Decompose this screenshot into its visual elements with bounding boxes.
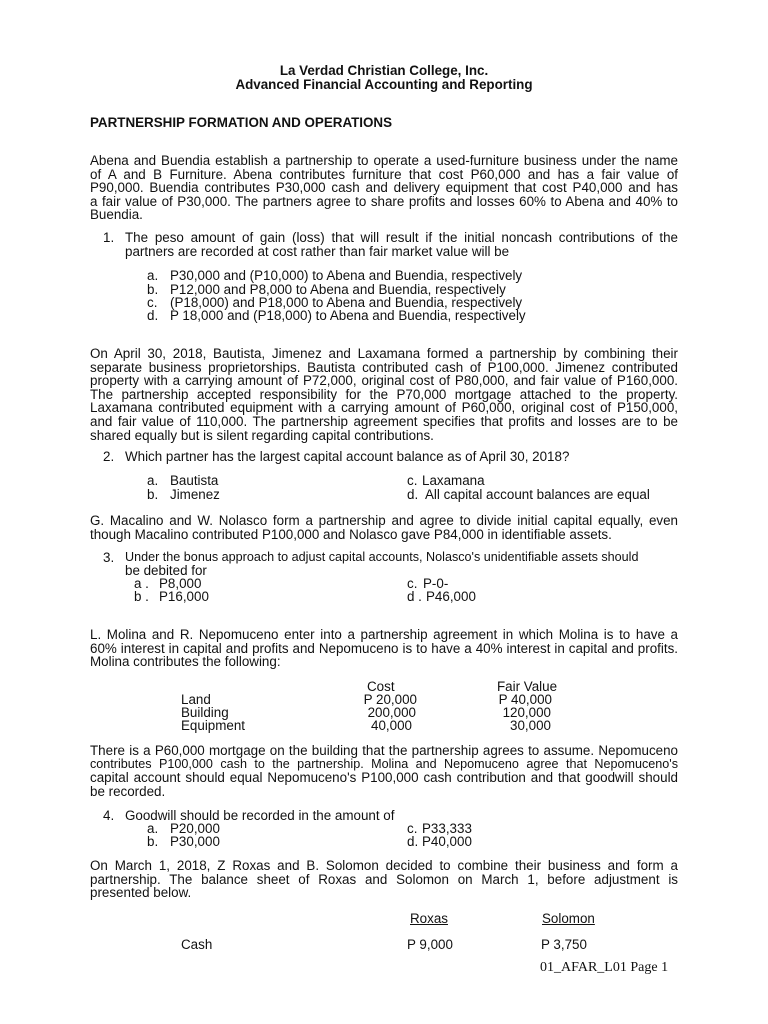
option-text: P8,000 — [159, 576, 202, 591]
option-text: P40,000 — [422, 834, 472, 849]
text-line: G. Macalino and W. Nolasco form a partnership and agree to divide initial capital equally, even — [90, 513, 678, 528]
paragraph-molina-nepomuceno — [90, 628, 678, 669]
balance-row-roxas: P 9,000 — [407, 937, 453, 952]
text-line: presented below. — [90, 885, 192, 901]
table-header-cost: Cost — [367, 679, 395, 694]
table-row-item: Equipment — [181, 718, 246, 733]
option-letter: a. — [147, 473, 159, 488]
option-letter: c. — [407, 473, 418, 488]
table-row-cost: P 20,000 — [363, 692, 417, 707]
text-line: The peso amount of gain (loss) that will result if the initial noncash contributions of the — [125, 230, 678, 245]
option-letter: d. — [407, 834, 419, 849]
question-2-text: Which partner has the largest capital account balance as of April 30, 2018? — [125, 449, 570, 464]
text-line: property with a carrying amount of P72,000, original cost of P80,000, and fair value of P160,000. — [90, 373, 678, 389]
balance-header-roxas: Roxas — [410, 911, 448, 926]
option-text: All capital account balances are equal — [425, 487, 650, 502]
page-footer: 01_AFAR_L01 Page 1 — [540, 960, 669, 975]
option-letter: a . — [134, 576, 149, 591]
question-number: 1. — [103, 230, 115, 245]
text-line: and fair value of 110,000. The partnership agreement specifies that profits and losses are to be — [90, 413, 678, 429]
balance-row-solomon: P 3,750 — [541, 937, 587, 952]
option-text: P12,000 and P8,000 to Abena and Buendia, respectively — [170, 282, 506, 297]
option-text: P30,000 — [170, 834, 220, 849]
option-text: P20,000 — [170, 821, 220, 836]
option-letter: d. — [147, 308, 159, 323]
text-line: Abena and Buendia establish a partnership to operate a used-furniture business under the name — [90, 153, 678, 168]
text-line: be recorded. — [90, 783, 166, 799]
option-text: Laxamana — [422, 473, 485, 488]
table-row-cost: 200,000 — [367, 705, 416, 720]
table-row-fair: P 40,000 — [498, 692, 552, 707]
paragraph-abena-buendia — [90, 154, 678, 222]
option-letter: c. — [407, 576, 418, 591]
table-row-item: Building — [181, 705, 229, 720]
option-text: P 18,000 and (P18,000) to Abena and Buendia, respectively — [170, 308, 526, 323]
text-line: shared equally but is silent regarding capital contributions. — [90, 427, 434, 443]
question-3-line: Under the bonus approach to adjust capital accounts, Nolasco's unidentifiable assets should — [125, 550, 639, 564]
option-letter: b. — [147, 282, 159, 297]
option-text: P16,000 — [159, 589, 209, 604]
table-header-fair-value: Fair Value — [497, 679, 558, 694]
option-letter: a. — [147, 821, 159, 836]
question-1-text — [125, 231, 678, 258]
table-row-fair: 30,000 — [510, 718, 551, 733]
table-row-cost: 40,000 — [371, 718, 412, 733]
text-line: There is a P60,000 mortgage on the building that the partnership agrees to assume. Nepomuceno — [90, 743, 678, 758]
text-line: a fair value of P30,000. The partners agree to share profits and losses 60% to Abena and 40% to — [90, 193, 678, 209]
option-text: P46,000 — [426, 589, 476, 604]
text-line: separate business proprietorships. Bautista contributed cash of P100,000. Jimenez contributed — [90, 359, 678, 375]
text-line: The partnership accepted responsibility for the P70,000 mortgage attached to the property. — [90, 386, 678, 402]
option-letter: c. — [147, 295, 158, 310]
option-text: (P18,000) and P18,000 to Abena and Buendia, respectively — [170, 295, 523, 310]
text-line: of A and B Furniture. Abena contributes furniture that cost P60,000 and has a fair value of — [90, 166, 678, 182]
question-number: 3. — [103, 550, 115, 565]
text-line: On April 30, 2018, Bautista, Jimenez and Laxamana formed a partnership by combining their — [90, 346, 678, 361]
question-number: 4. — [103, 808, 115, 823]
text-line: Buendia. — [90, 207, 143, 223]
table-row-fair: 120,000 — [502, 705, 551, 720]
college-name: La Verdad Christian College, Inc. — [279, 63, 489, 78]
question-number: 2. — [103, 449, 115, 464]
option-text: P30,000 and (P10,000) to Abena and Buendia, respectively — [170, 268, 523, 283]
option-text: P-0- — [423, 576, 449, 591]
option-letter: d. — [407, 487, 419, 502]
option-letter: b. — [147, 487, 159, 502]
course-title: Advanced Financial Accounting and Reporting — [235, 77, 533, 92]
option-letter: b. — [147, 834, 159, 849]
text-line: though Macalino contributed P100,000 and Nolasco gave P84,000 in identifiable assets. — [90, 526, 612, 542]
text-line: P90,000. Buendia contributes P30,000 cash and delivery equipment that cost P40,000 and has — [90, 180, 678, 196]
text-line: partners are recorded at cost rather than fair market value will be — [125, 243, 510, 259]
balance-row-item: Cash — [181, 937, 213, 952]
paragraph-roxas-solomon — [90, 859, 678, 900]
text-line: On March 1, 2018, Z Roxas and B. Solomon decided to combine their business and form a — [90, 858, 678, 873]
option-letter: a. — [147, 268, 159, 283]
text-line: partnership. The balance sheet of Roxas and Solomon on March 1, before adjustment is — [90, 871, 678, 887]
text-line: L. Molina and R. Nepomuceno enter into a partnership agreement in which Molina is to have a — [90, 627, 678, 642]
section-title: PARTNERSHIP FORMATION AND OPERATIONS — [90, 115, 393, 130]
text-line: Laxamana contributed equipment with a carrying amount of P60,000, original cost of P150,000, — [90, 400, 678, 416]
text-line: Molina contributes the following: — [90, 654, 281, 670]
paragraph-bautista-jimenez-laxamana — [90, 347, 678, 442]
question-4-text: Goodwill should be recorded in the amount of — [125, 808, 395, 823]
option-letter: d . — [407, 589, 422, 604]
balance-header-solomon: Solomon — [542, 911, 595, 926]
question-3-line: be debited for — [125, 563, 207, 578]
option-letter: c. — [407, 821, 418, 836]
text-line: 60% interest in capital and profits and Nepomuceno is to have a 40% interest in capital and profits. — [90, 640, 678, 656]
option-text: P33,333 — [422, 821, 472, 836]
text-line: capital account should equal Nepomuceno's P100,000 cash contribution and that goodwill should — [90, 770, 678, 786]
table-row-item: Land — [181, 692, 211, 707]
text-line: contributes P100,000 cash to the partnership. Molina and Nepomuceno agree that Nepomuceno's — [90, 756, 678, 771]
paragraph-macalino-nolasco — [90, 514, 678, 541]
option-text: Bautista — [170, 473, 219, 488]
option-letter: b . — [134, 589, 149, 604]
option-text: Jimenez — [170, 487, 220, 502]
paragraph-mortgage — [90, 744, 678, 798]
